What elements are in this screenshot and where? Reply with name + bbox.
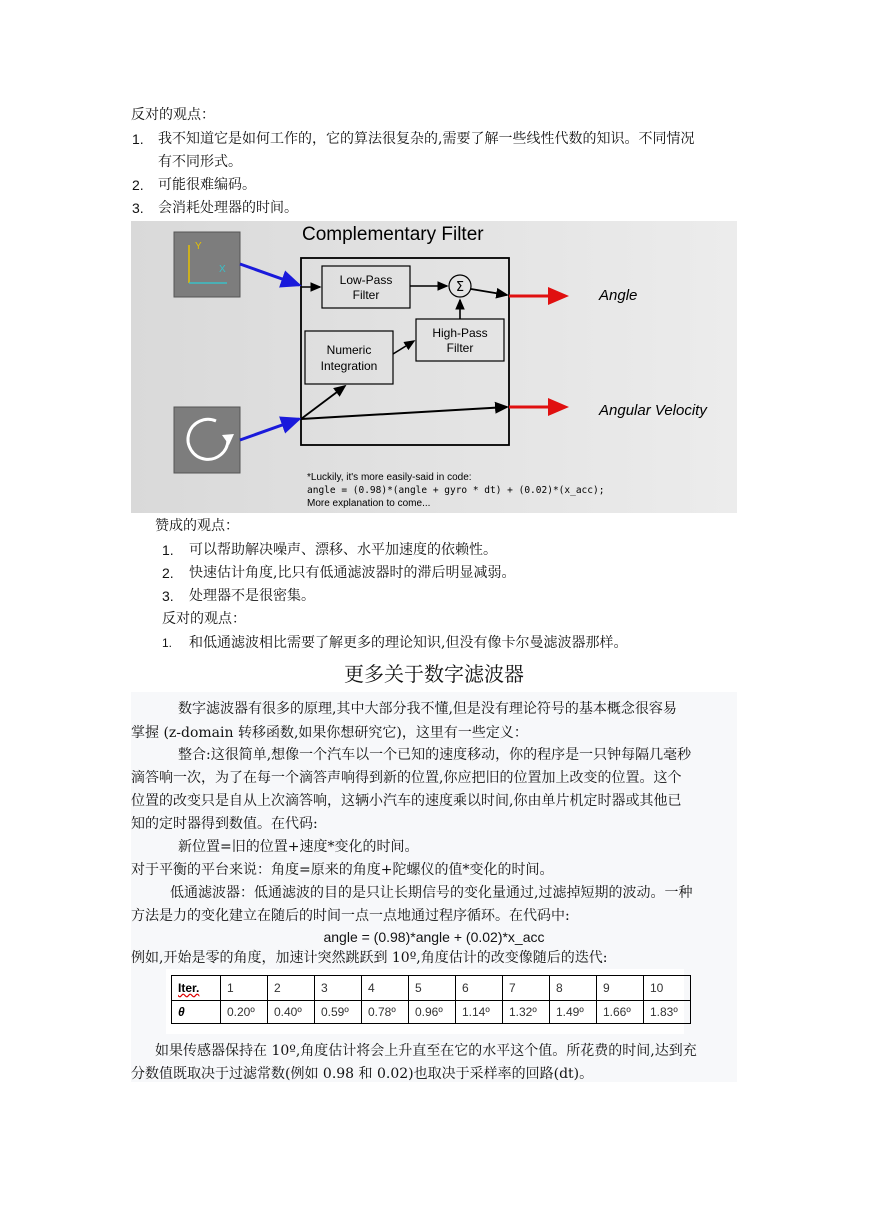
paragraph-line: 数字滤波器有很多的原理,其中大部分我不懂,但是没有理论符号的基本概念很容易 (178, 701, 677, 717)
table-cell-iter: 8 (550, 976, 597, 1001)
paragraph-line: 位置的改变只是自从上次滴答响，这辆小汽车的速度乘以时间,你由单片机定时器或其他已 (131, 793, 682, 809)
paragraph-line: 低通滤波器：低通滤波的目的是只让长期信号的变化量通过,过滤掉短期的波动。一种 (170, 885, 693, 901)
table-cell-iter: 2 (268, 976, 315, 1001)
low-pass-label: Low-Pass (339, 273, 393, 287)
low-pass-label: Filter (352, 288, 380, 302)
table-cell-theta: 1.49º (550, 1001, 597, 1024)
table-cell-theta: 1.83º (644, 1001, 691, 1024)
list-number: 1. (132, 131, 144, 147)
diagram-code: angle = (0.98)*(angle + gyro * dt) + (0.02)*(x_acc); (307, 485, 605, 496)
angle-output-label: Angle (599, 287, 638, 304)
complementary-filter-diagram (131, 221, 737, 513)
axis-x-label: X (219, 264, 226, 275)
section-heading-cons: 反对的观点： (131, 107, 215, 123)
high-pass-label: High-Pass (432, 326, 488, 340)
formula-line: 对于平衡的平台来说：角度=原来的角度+陀螺仪的值*变化的时间。 (131, 862, 554, 878)
sum-symbol: Σ (455, 280, 465, 295)
paragraph-line: 例如,开始是零的角度，加速计突然跳跃到 10º,角度估计的改变像随后的迭代: (131, 950, 608, 966)
list-number: 3. (162, 588, 174, 604)
section-heading-pros: 赞成的观点： (155, 518, 239, 534)
formula-line: 新位置=旧的位置+速度*变化的时间。 (178, 839, 419, 855)
section-heading-cons: 反对的观点： (162, 611, 246, 627)
angular-velocity-label: Angular Velocity (599, 402, 707, 419)
list-item: 和低通滤波相比需要了解更多的理论知识,但没有像卡尔曼滤波器那样。 (189, 635, 628, 651)
table-cell-iter: 7 (503, 976, 550, 1001)
table-cell-iter: 5 (409, 976, 456, 1001)
paragraph-line: 滴答响一次，为了在每一个滴答声响得到新的位置,你应把旧的位置加上改变的位置。这个 (131, 770, 682, 786)
table-row (172, 1001, 691, 1024)
high-pass-label: Filter (446, 341, 474, 355)
table-cell-iter: 9 (597, 976, 644, 1001)
paragraph-line: 方法是力的变化建立在随后的时间一点一点地通过程序循环。在代码中: (131, 908, 570, 924)
list-item: 处理器不是很密集。 (189, 588, 315, 604)
paragraph-line: 如果传感器保持在 10º,角度估计将会上升直至在它的水平这个值。所花费的时间,达到充 (155, 1043, 697, 1059)
list-item: 可能很难编码。 (158, 177, 256, 193)
diagram-note: *Luckily, it's more easily-said in code: (307, 472, 472, 483)
list-number: 3. (132, 200, 144, 216)
numeric-integration-label: Numeric (326, 343, 372, 357)
paragraph-line: 掌握 (z-domain 转移函数,如果你想研究它)，这里有一些定义： (131, 725, 528, 741)
table-cell-theta: 0.59º (315, 1001, 362, 1024)
numeric-integration-label: Integration (320, 359, 378, 373)
table-cell-iter: 3 (315, 976, 362, 1001)
table-cell-iter: 4 (362, 976, 409, 1001)
list-number: 2. (132, 177, 144, 193)
gyroscope-icon (174, 407, 240, 473)
table-cell-theta: 0.96º (409, 1001, 456, 1024)
list-item-continued: 有不同形式。 (158, 154, 242, 170)
section-title: 更多关于数字滤波器 (344, 662, 524, 686)
list-item: 可以帮助解决噪声、漂移、水平加速度的依赖性。 (189, 542, 497, 558)
paragraph-line: 分数值既取决于过滤常数(例如 0.98 和 0.02)也取决于采样率的回路(dt)。 (131, 1066, 594, 1082)
list-item: 会消耗处理器的时间。 (158, 200, 298, 216)
table-cell-theta: 0.78º (362, 1001, 409, 1024)
table-cell-iter: 10 (644, 976, 691, 1001)
diagram-note: More explanation to come... (307, 498, 431, 509)
table-header-row (172, 976, 691, 1001)
iteration-table (171, 975, 691, 1024)
list-item: 快速估计角度,比只有低通滤波器时的滞后明显减弱。 (189, 565, 516, 581)
list-number: 1. (162, 636, 173, 650)
paragraph-line: 知的定时器得到数值。在代码: (131, 816, 318, 832)
list-number: 1. (162, 542, 174, 558)
axis-y-label: Y (195, 241, 202, 252)
table-cell-theta: 1.14º (456, 1001, 503, 1024)
table-cell-iter: 1 (221, 976, 268, 1001)
table-header-label: Iter. (172, 976, 221, 1001)
table-cell-iter: 6 (456, 976, 503, 1001)
table-cell-theta: 0.40º (268, 1001, 315, 1024)
table-cell-theta: 0.20º (221, 1001, 268, 1024)
table-row-label: θ (172, 1001, 221, 1024)
code-line: angle = (0.98)*angle + (0.02)*x_acc (323, 929, 545, 945)
diagram-title: Complementary Filter (302, 224, 484, 245)
table-cell-theta: 1.66º (597, 1001, 644, 1024)
accelerometer-icon (174, 232, 240, 297)
table-cell-theta: 1.32º (503, 1001, 550, 1024)
list-number: 2. (162, 565, 174, 581)
paragraph-line: 整合:这很简单,想像一个汽车以一个已知的速度移动，你的程序是一只钟每隔几毫秒 (178, 747, 692, 763)
list-item: 我不知道它是如何工作的，它的算法很复杂的,需要了解一些线性代数的知识。不同情况 (158, 131, 695, 147)
